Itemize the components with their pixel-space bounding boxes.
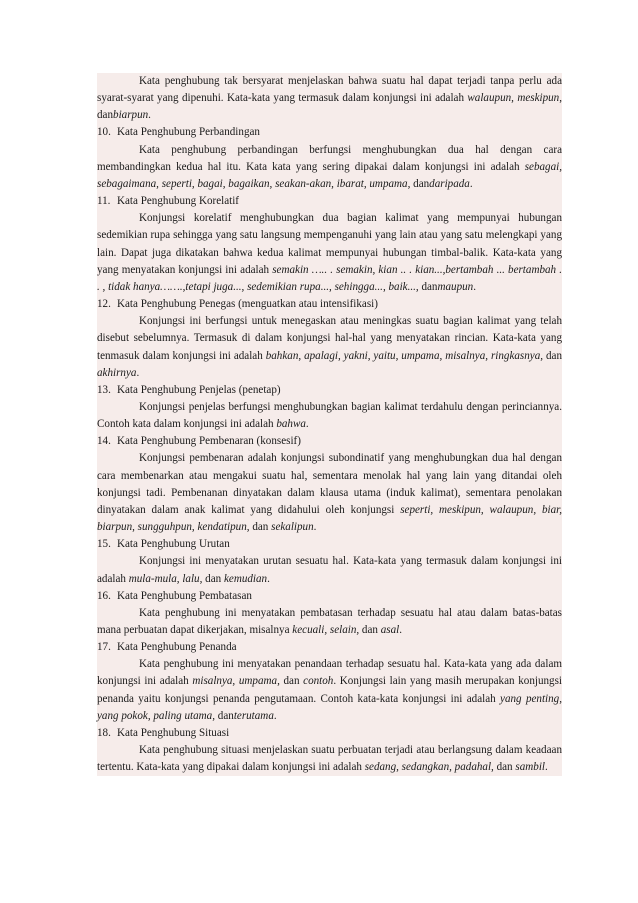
- example-word-last: akhirnya: [97, 366, 137, 379]
- example-words: walaupun, meskipun: [467, 92, 560, 105]
- joiner-text: dan: [543, 349, 562, 362]
- section-paragraph: [97, 656, 562, 725]
- paragraph-text: Konjungsi penjelas berfungsi menghubungkan bagian kalimat terdahulu dengan perinciannya. Contoh kata dalam konjungsi ini adalah: [97, 400, 562, 431]
- paragraph-text: Kata penghubung perbandingan berfungsi menghubungkan dua hal dengan cara membandingkan kedua hal itu. Kata kata yang sering dipakai dalam konjungsi ini adalah: [97, 143, 562, 173]
- example-word-last: maupun: [437, 280, 474, 293]
- section-paragraph: [97, 553, 562, 587]
- paragraph-end: .: [313, 521, 317, 534]
- example-words: bahkan, apalagi, yakni, yaitu, umpama, misalnya, ringkasnya,: [265, 349, 544, 362]
- section-title: Kata Penghubung Penanda: [117, 641, 237, 654]
- example-word-last: kemudian: [223, 572, 268, 585]
- section-paragraph: [97, 210, 562, 296]
- section-title: Kata Penghubung Pembenaran (konsesif): [117, 435, 301, 448]
- paragraph-text: Konjungsi ini berfungsi untuk menegaskan atau meningkas suatu bagian kalimat yang telah disebut sebelumnya. Termasuk di dalam konjungsi hal-hal yang menyatakan rincian. Kata-kata yang tenmasuk dalam konjungsi ini adalah: [97, 315, 562, 362]
- example-word-last: biarpun: [113, 109, 149, 122]
- paragraph-end: .: [399, 624, 403, 636]
- section-title: Kata Penghubung Penegas (menguatkan atau intensifikasi): [117, 298, 378, 311]
- intro-paragraph: [97, 73, 562, 124]
- section-heading: [97, 536, 562, 553]
- example-words: bahwa: [276, 418, 306, 431]
- joiner-text: , dan: [97, 92, 562, 122]
- section-number: 17.: [97, 641, 111, 654]
- paragraph-end: .: [148, 109, 151, 122]
- section-number: 14.: [97, 435, 111, 448]
- example-word-last: contoh: [303, 675, 334, 688]
- paragraph-text: Konjungsi ini menyatakan urutan sesuatu hal. Kata-kata yang termasuk dalam konjungsi ini adalah: [97, 555, 562, 585]
- section-paragraph: [97, 450, 562, 536]
- paragraph-end: .: [273, 709, 277, 722]
- paragraph-text: Konjungsi korelatif menghubungkan dua bagian kalimat yang mempunyai hubungan sedemikian rupa sehingga yang satu langsung mempenganuhi yang lain atau yang satu melengkapi yang lain. Dapat juga dikatakan bahwa kedua kalimat mempunyai hubungan timbal-balik. Kata-kata yang yang menyatakan konjungsi ini adalah: [97, 212, 562, 276]
- document-page: [97, 73, 562, 776]
- section-number: 11.: [97, 195, 111, 208]
- example-word-last: sambil: [515, 761, 545, 774]
- section-title: Kata Penghubung Pembatasan: [117, 589, 252, 602]
- section-paragraph: [97, 605, 562, 639]
- paragraph-end: .: [469, 177, 473, 190]
- example-words: semakin ….. . semakin, kian .. . kian...,bertambah ... bertambah . . , tidak hanya…….,tetapi juga..., sedemikian rupa..., sehingga..., baik...,: [97, 263, 562, 293]
- section-number: 15.: [97, 538, 111, 551]
- section-paragraph: [97, 313, 562, 382]
- paragraph-end: .: [473, 280, 477, 293]
- joiner-text: dan: [249, 521, 272, 534]
- example-words: kecuali, selain,: [292, 624, 360, 636]
- section-heading: [97, 296, 562, 313]
- section-number: 10.: [97, 126, 111, 139]
- paragraph-text: Kata penghubung tak bersyarat menjelaskan bahwa suatu hal dapat terjadi tanpa perlu ada syarat-syarat yang dipenuhi. Kata-kata yang termasuk dalam konjungsi ini adalah: [97, 75, 562, 105]
- paragraph-text: Kata penghubung situasi menjelaskan suatu perbuatan terjadi atau berlangsung dalam keadaan tertentu. Kata-kata yang dipakai dalam konjungsi ini adalah: [97, 744, 562, 774]
- section-title: Kata Penghubung Urutan: [117, 538, 230, 551]
- paragraph-end: .: [136, 366, 140, 379]
- section-heading: [97, 639, 562, 656]
- example-word-last: daripada: [429, 177, 470, 190]
- joiner-text: dan: [359, 624, 381, 636]
- joiner-text: dan: [279, 675, 304, 688]
- example-words: seperti, meskipun, walaupun, biar, biarpun, sungguhpun, kendatipun,: [97, 503, 562, 534]
- joiner-text: dan: [215, 709, 234, 722]
- paragraph-end: .: [267, 572, 270, 585]
- joiner-text: dan: [493, 761, 516, 774]
- joiner-text: dan: [418, 280, 438, 293]
- section-heading: [97, 193, 562, 210]
- paragraph-end: .: [544, 761, 548, 774]
- example-words: sebagai, sebagaimana, seperti, bagai, bagaikan, seakan-akan, ibarat, umpama,: [97, 160, 562, 190]
- section-number: 13.: [97, 383, 111, 396]
- section-paragraph: [97, 142, 562, 193]
- section-number: 16.: [97, 589, 111, 602]
- joiner-text: dan: [202, 572, 224, 585]
- section-paragraph: [97, 742, 562, 776]
- section-heading: [97, 588, 562, 605]
- paragraph-text: Kata penghubung ini menyatakan pembatasan terhadap sesuatu hal atau dalam batas-batas mana perbuatan dapat dikerjakan, misalnya: [97, 606, 562, 636]
- example-word-last: asal: [380, 624, 400, 636]
- example-words: misalnya, umpama,: [192, 675, 280, 688]
- example-words: mula-mula, lalu,: [128, 572, 203, 585]
- section-title: Kata Penghubung Korelatif: [117, 195, 239, 208]
- section-heading: [97, 725, 562, 742]
- section-heading: [97, 382, 562, 399]
- example-word-last: sekalipun: [271, 521, 314, 534]
- paragraph-end: .: [305, 418, 309, 431]
- paragraph-text: Kata penghubung ini menyatakan penandaan terhadap sesuatu hal. Kata-kata yang ada dalam konjungsi ini adalah: [97, 658, 562, 688]
- section-paragraph: [97, 399, 562, 433]
- example-words: sedang, sedangkan, padahal,: [364, 761, 494, 774]
- example-words-secondary: yang penting, yang pokok, paling utama,: [97, 692, 562, 722]
- paragraph-text: Konjungsi pembenaran adalah konjungsi subondinatif yang menghubungkan dua hal dengan cara membenarkan atau mengakui suatu hal, sementara menolak hal yang lain yang ditandai oleh konjungsi tadi. Pembenanan dinyatakan dalam klausa utama (induk kalimat), sementara penolakan dinyatakan dalam anak kalimat yang didahului oleh konjungsi: [97, 452, 562, 516]
- section-heading: [97, 433, 562, 450]
- section-title: Kata Penghubung Penjelas (penetap): [117, 383, 281, 396]
- section-heading: [97, 124, 562, 141]
- section-title: Kata Penghubung Situasi: [117, 726, 230, 739]
- section-title: Kata Penghubung Perbandingan: [117, 126, 260, 139]
- paragraph-text-continued: . Konjungsi lain yang masih merupakan konjungsi penanda yaitu konjungsi penanda pengutamaan. Contoh kata-kata konjungsi ini adalah: [97, 675, 562, 705]
- section-number: 18.: [97, 726, 111, 739]
- section-number: 12.: [97, 298, 111, 311]
- example-word-last: terutama: [233, 709, 274, 722]
- joiner-text: dan: [410, 177, 430, 190]
